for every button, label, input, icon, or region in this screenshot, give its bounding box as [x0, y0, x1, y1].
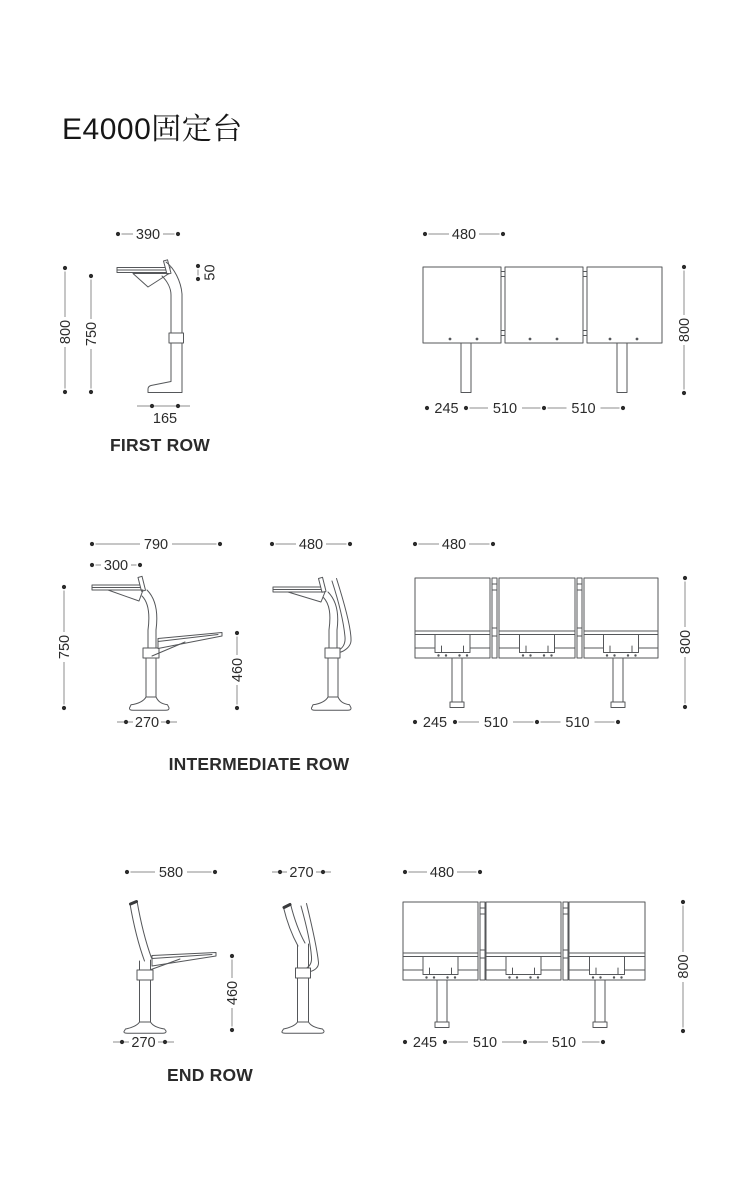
dim-270-intermediate: [117, 715, 177, 731]
screw-dot: [599, 976, 601, 978]
end-front-view: [403, 902, 645, 1028]
dim-dot: [230, 1028, 234, 1032]
dim-dot: [682, 265, 686, 269]
dim-dot: [423, 232, 427, 236]
screw-dot: [543, 654, 545, 656]
dim-dot: [62, 585, 66, 589]
leg-upper-inner: [162, 276, 171, 333]
first-row-front-view: [423, 267, 662, 393]
intermediate-front-view: [415, 578, 658, 708]
screw-dot: [636, 338, 639, 341]
dim-50: [196, 264, 219, 281]
dim-dot: [230, 954, 234, 958]
screw-dot: [620, 976, 622, 978]
leg-joint-band: [137, 970, 153, 980]
under-seat-brackets: [435, 635, 639, 653]
dim-dot: [120, 1040, 124, 1044]
dim-dot: [89, 274, 93, 278]
screw-dot: [458, 654, 460, 656]
dim-dot: [348, 542, 352, 546]
dim-value: 800: [677, 317, 693, 343]
dim-value: 270: [134, 715, 160, 731]
pedestal-foot: [124, 1022, 166, 1033]
dim-dot: [138, 563, 142, 567]
dim-value: 50: [202, 264, 219, 281]
first-row-section: [58, 227, 693, 455]
screw-dot: [476, 338, 479, 341]
dim-value: 480: [441, 537, 467, 553]
dim-dot: [681, 1029, 685, 1033]
screw-dot: [508, 976, 510, 978]
dim-dot: [176, 404, 180, 408]
dim-value: 270: [131, 1035, 156, 1051]
screw-dot: [445, 654, 447, 656]
dim-165: [137, 404, 190, 427]
dim-dot: [90, 563, 94, 567]
dim-value: 480: [298, 537, 324, 553]
dim-dot: [542, 406, 546, 410]
bracket: [520, 635, 555, 653]
dim-800-front-3: [676, 900, 692, 1033]
screw-dot: [446, 976, 448, 978]
screw-dot: [609, 338, 612, 341]
dim-value: 245: [422, 715, 448, 731]
dim-dot: [601, 1040, 605, 1044]
screw-dot: [627, 654, 629, 656]
pedestal-foot: [129, 697, 169, 710]
page-title: E4000固定台: [62, 113, 243, 146]
leg: [452, 658, 462, 702]
screw-dot: [634, 654, 636, 656]
dim-dot: [176, 232, 180, 236]
bracket: [590, 957, 625, 975]
dim-dot: [683, 576, 687, 580]
bracket: [435, 635, 470, 653]
dim-value: 800: [678, 629, 694, 655]
screw-dot: [613, 654, 615, 656]
dim-dot: [166, 720, 170, 724]
dim-dot: [235, 706, 239, 710]
dim-value: 245: [434, 401, 459, 417]
dim-dot: [453, 720, 457, 724]
dim-value: 800: [676, 954, 692, 979]
leg-foot: [435, 1022, 449, 1028]
dim-value: 300: [103, 558, 129, 574]
leg-foot: [450, 702, 464, 708]
screw-dot: [529, 976, 531, 978]
dim-dot: [501, 232, 505, 236]
dim-dot: [681, 900, 685, 904]
pedestal-foot: [311, 697, 351, 710]
dim-value: 750: [84, 321, 100, 347]
dim-dot: [116, 232, 120, 236]
dim-dot: [616, 720, 620, 724]
dim-dot: [163, 1040, 167, 1044]
dim-dot: [89, 390, 93, 394]
backrest-outer: [130, 904, 145, 961]
leg-joint-band: [169, 333, 184, 343]
intermediate-row-section: [57, 537, 694, 774]
screw-dot: [433, 976, 435, 978]
dim-460-end: [225, 954, 241, 1032]
screw-dot: [537, 976, 539, 978]
pedestal-foot: [282, 1022, 324, 1033]
dim-800-front-2: [678, 576, 694, 709]
dim-dot: [425, 406, 429, 410]
dim-dot: [523, 1040, 527, 1044]
dim-270-end-bottom: [113, 1035, 174, 1051]
seat-folded-inner: [332, 581, 345, 651]
screw-dot: [449, 338, 452, 341]
dim-dot: [213, 870, 217, 874]
dim-270-folded-top: [272, 865, 331, 881]
leg: [595, 980, 605, 1022]
end-side-open-view: [124, 901, 216, 1033]
dim-value: 480: [429, 865, 455, 881]
dim-580: [125, 865, 217, 881]
dim-dot: [683, 705, 687, 709]
dim-dot: [491, 542, 495, 546]
leg-foot: [611, 702, 625, 708]
dim-750: [84, 274, 100, 394]
intermediate-row-label: INTERMEDIATE ROW: [168, 754, 350, 774]
dim-value: 510: [571, 401, 596, 417]
screw-dot: [550, 654, 552, 656]
leg: [437, 980, 447, 1022]
first-row-side-view: [117, 260, 184, 393]
desk-support: [133, 274, 169, 288]
under-seat-brackets: [423, 957, 625, 975]
dim-dot: [150, 404, 154, 408]
dim-value: 460: [230, 657, 246, 683]
dim-800-front-1: [677, 265, 693, 395]
leg-upper-inner: [142, 596, 149, 648]
dim-dot: [403, 1040, 407, 1044]
dim-480-front-3: [403, 865, 482, 881]
dim-390: [116, 227, 180, 243]
dim-value: 480: [451, 227, 477, 243]
panel: [423, 267, 501, 343]
screw-dot: [522, 654, 524, 656]
leg-joint-band: [325, 648, 340, 658]
desk-support: [288, 592, 325, 602]
screw-dot: [516, 976, 518, 978]
screw-dot: [425, 976, 427, 978]
screw-dot: [454, 976, 456, 978]
dim-dot: [270, 542, 274, 546]
bracket: [423, 957, 458, 975]
screw-dot: [529, 654, 531, 656]
desk-support: [108, 590, 143, 601]
dim-value: 510: [472, 1035, 498, 1051]
seat-folded-outer: [337, 579, 352, 653]
dim-750-intermediate: [57, 585, 73, 710]
dim-dot: [63, 266, 67, 270]
dim-dot: [235, 631, 239, 635]
dim-value: 270: [289, 865, 314, 881]
dim-dot: [90, 542, 94, 546]
dim-value: 790: [143, 537, 169, 553]
dim-dot: [321, 870, 325, 874]
screw-dot: [592, 976, 594, 978]
dim-value: 460: [225, 980, 241, 1006]
dim-dot: [196, 277, 200, 281]
backrest-outer: [284, 908, 299, 947]
leg-joint-band: [143, 648, 159, 658]
screw-dot: [556, 338, 559, 341]
leg-upper-inner: [323, 597, 330, 648]
screw-dot: [437, 654, 439, 656]
leg: [461, 343, 471, 393]
intermediate-side-folded-view: [273, 577, 351, 710]
dim-value: 510: [551, 1035, 577, 1051]
leg: [617, 343, 627, 393]
dim-dot: [413, 542, 417, 546]
screw-dot: [606, 654, 608, 656]
dim-value: 510: [492, 401, 518, 417]
dim-dot: [63, 390, 67, 394]
dim-dot: [124, 720, 128, 724]
backrest-inner: [291, 904, 306, 943]
leg-foot: [593, 1022, 607, 1028]
dim-480-front-2: [413, 537, 495, 553]
panel: [505, 267, 583, 343]
dim-dot: [413, 720, 417, 724]
dim-460-intermediate: [230, 631, 246, 710]
dim-dot: [535, 720, 539, 724]
dim-dot: [682, 391, 686, 395]
backrest-top-edge: [131, 902, 137, 905]
dim-value: 245: [412, 1035, 438, 1051]
dim-800-side: [58, 266, 74, 394]
dim-value: 510: [483, 715, 509, 731]
dim-value: 165: [152, 411, 178, 427]
leg: [613, 658, 623, 702]
dim-480-front-1: [423, 227, 505, 243]
screw-dot: [613, 976, 615, 978]
bracket: [604, 635, 639, 653]
dim-dot: [403, 870, 407, 874]
dim-value: 750: [57, 634, 73, 660]
dim-480-folded: [270, 537, 352, 553]
dim-dot: [478, 870, 482, 874]
dim-dot: [62, 706, 66, 710]
screw-dot: [529, 338, 532, 341]
dim-value: 390: [135, 227, 161, 243]
dim-dot: [218, 542, 222, 546]
end-row-label: END ROW: [167, 1065, 253, 1085]
backrest-inner: [137, 901, 152, 958]
backrest-top-edge: [284, 905, 290, 908]
dim-dot: [196, 264, 200, 268]
dim-value: 580: [158, 865, 184, 881]
intermediate-side-open-view: [92, 576, 222, 710]
screw-dot: [466, 654, 468, 656]
dim-value: 800: [58, 319, 74, 345]
seat-folded-inner: [301, 906, 312, 968]
dim-bottom-row-1: [425, 401, 625, 417]
first-row-label: FIRST ROW: [110, 435, 210, 455]
bracket: [506, 957, 541, 975]
end-side-folded-view: [282, 904, 324, 1034]
dim-790: [90, 537, 222, 553]
dim-bottom-row-3: [403, 1035, 605, 1051]
dim-dot: [621, 406, 625, 410]
dim-300: [90, 558, 142, 574]
dim-dot: [125, 870, 129, 874]
leg-joint-band: [296, 968, 311, 978]
panel: [587, 267, 662, 343]
dim-value: 510: [565, 715, 590, 731]
leg-lower-foot: [148, 343, 182, 393]
dim-bottom-row-2: [413, 715, 620, 731]
dim-dot: [278, 870, 282, 874]
dim-dot: [443, 1040, 447, 1044]
dim-dot: [464, 406, 468, 410]
end-row-section: [113, 865, 692, 1085]
